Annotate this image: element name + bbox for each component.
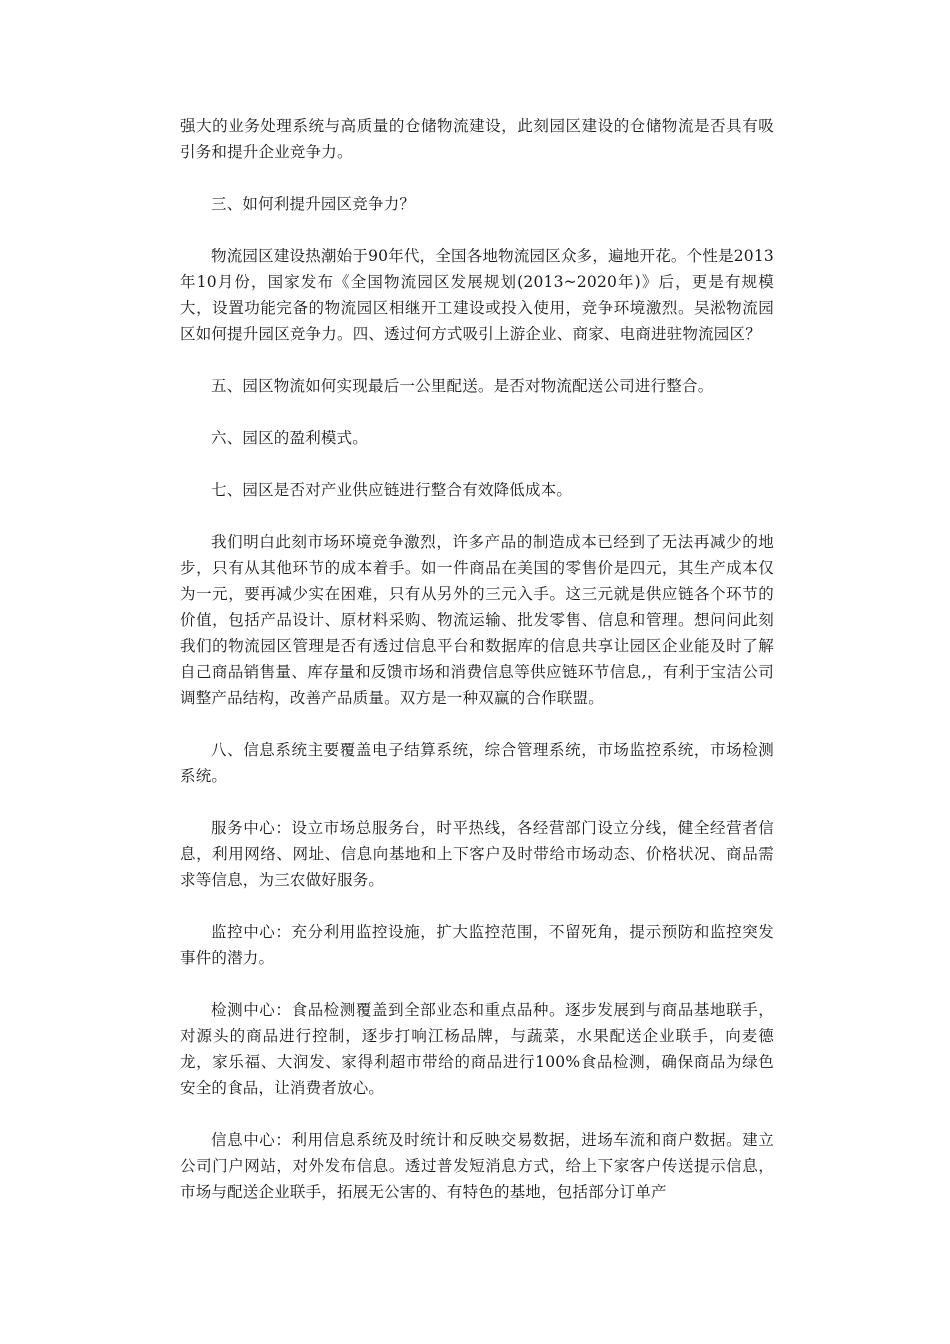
- section-heading-6: 六、园区的盈利模式。: [211, 429, 369, 447]
- paragraph-logistics-parks: 物流园区建设热潮始于90年代，全国各地物流园区众多，遍地开花。个性是2013年10月份，国家发布《全国物流园区发展规划(2013~2020年)》后，更是有规模大，设置功能完备的物流园区相继开工建设或投入使用，竞争环境激烈。吴淞物流园区如何提升园区竞争力。四、透过何方式吸引上游企业、商家、电商进驻物流园区？: [180, 247, 774, 343]
- paragraph-continuation: 强大的业务处理系统与高质量的仓储物流建设，此刻园区建设的仓储物流是否具有吸引务和提升企业竞争力。: [180, 117, 774, 161]
- paragraph-monitoring-center: 监控中心：充分利用监控设施，扩大监控范围，不留死角，提示预防和监控突发事件的潜力。: [180, 923, 774, 967]
- paragraph-information-center: 信息中心：利用信息系统及时统计和反映交易数据，进场车流和商户数据。建立公司门户网站，对外发布信息。透过普发短消息方式，给上下家客户传送提示信息，市场与配送企业联手，拓展无公害的、有特色的基地，包括部分订单产: [180, 1131, 774, 1201]
- paragraph-service-center: 服务中心：设立市场总服务台，时平热线，各经营部门设立分线，健全经营者信息，利用网络、网址、信息向基地和上下客户及时带给市场动态、价格状况、商品需求等信息，为三农做好服务。: [180, 819, 774, 889]
- section-heading-8: 八、信息系统主要覆盖电子结算系统，综合管理系统，市场监控系统，市场检测系统。: [180, 741, 774, 785]
- section-heading-7: 七、园区是否对产业供应链进行整合有效降低成本。: [211, 481, 573, 499]
- paragraph-testing-center: 检测中心：食品检测覆盖到全部业态和重点品种。逐步发展到与商品基地联手，对源头的商品进行控制，逐步打响江杨品牌，与蔬菜，水果配送企业联手，向麦德龙，家乐福、大润发、家得利超市带给的商品进行100%食品检测，确保商品为绿色安全的食品，让消费者放心。: [180, 1001, 774, 1097]
- paragraph-supply-chain: 我们明白此刻市场环境竞争激烈，许多产品的制造成本已经到了无法再减少的地步，只有从其他环节的成本着手。如一件商品在美国的零售价是四元，其生产成本仅为一元，要再减少实在困难，只有从另外的三元入手。这三元就是供应链各个环节的价值，包括产品设计、原材料采购、物流运输、批发零售、信息和管理。想问问此刻我们的物流园区管理是否有透过信息平台和数据库的信息共享让园区企业能及时了解自己商品销售量、库存量和反馈市场和消费信息等供应链环节信息,，有利于宝洁公司调整产品结构，改善产品质量。双方是一种双赢的合作联盟。: [180, 533, 774, 707]
- section-heading-3: 三、如何利提升园区竞争力？: [211, 195, 416, 213]
- section-heading-5: 五、园区物流如何实现最后一公里配送。是否对物流配送公司进行整合。: [211, 377, 714, 395]
- document-body: [180, 113, 774, 1231]
